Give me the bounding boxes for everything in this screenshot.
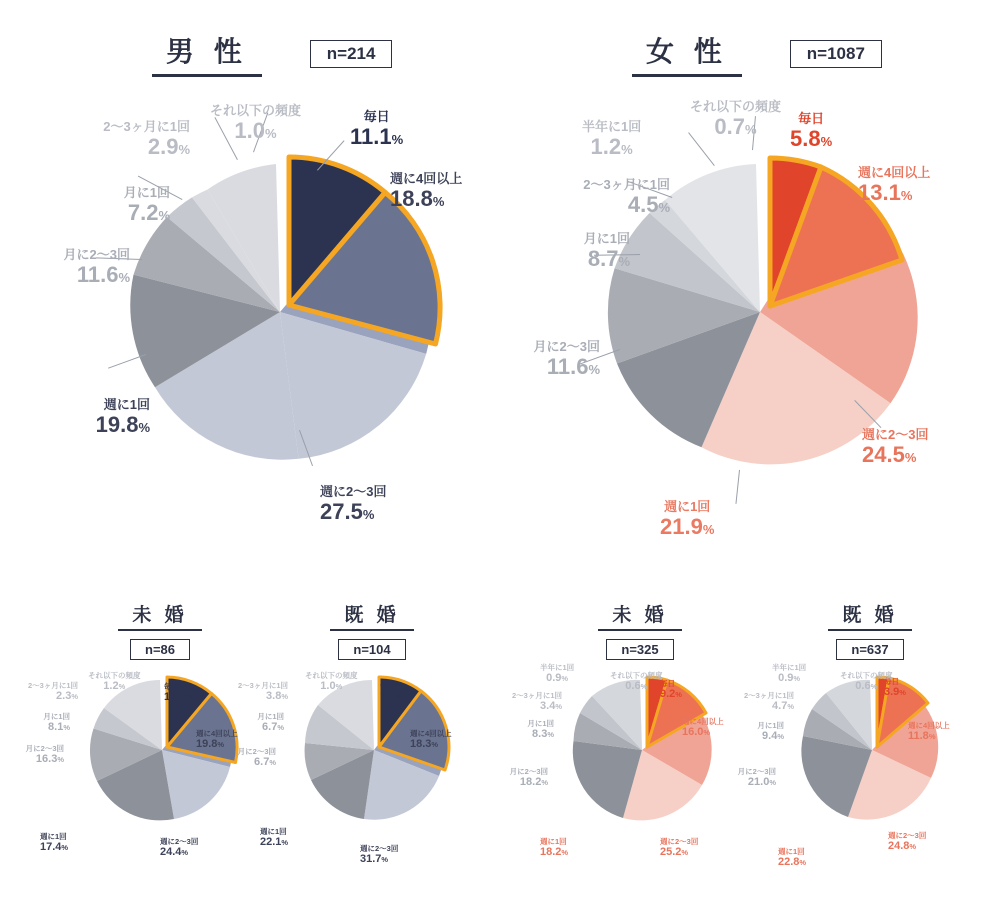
female-title-group — [632, 30, 882, 77]
label-value: 18.8% — [390, 185, 445, 211]
label-category: 毎日 — [164, 682, 179, 691]
fm-label-week4plus — [908, 722, 950, 742]
label-category: 週に2〜3回 — [160, 837, 199, 846]
label-value: 0.6% — [855, 680, 878, 693]
female-sample-size: n=1087 — [790, 40, 882, 68]
label-category: 週に4回以上 — [196, 729, 238, 738]
label-category: 週に4回以上 — [682, 717, 724, 726]
ms-label-less-often — [88, 672, 141, 692]
fm-label-month1 — [722, 722, 784, 742]
ms-label-month2-3 — [2, 745, 64, 765]
label-value: 0.7% — [714, 113, 757, 139]
label-value: 11.6% — [76, 261, 130, 287]
label-value: 27.5% — [320, 498, 375, 524]
fs-label-month1 — [492, 720, 554, 740]
label-category: それ以下の頻度 — [690, 99, 782, 114]
label-category: 週に2〜3回 — [888, 831, 927, 840]
female-label-month1 — [500, 232, 630, 271]
label-value: 22.8% — [778, 856, 807, 869]
label-value: 13.1% — [858, 179, 913, 205]
label-category: 月に1回 — [757, 721, 784, 730]
fs-label-less-often — [610, 672, 663, 692]
label-value: 1.0% — [320, 680, 343, 693]
female-label-week1 — [660, 500, 714, 539]
male-married-title-group — [292, 600, 452, 660]
label-value: 7.2% — [127, 199, 170, 225]
male-label-month1 — [50, 186, 170, 225]
male-married-sample-size: n=104 — [338, 639, 405, 660]
ms-label-daily — [164, 683, 192, 703]
label-value: 3.8% — [266, 690, 288, 703]
label-category: 半年に1回 — [772, 663, 807, 672]
fm-label-less-often — [840, 672, 893, 692]
label-value: 8.3% — [532, 728, 554, 741]
ms-label-2-3months — [4, 682, 78, 702]
fs-label-week2-3 — [660, 838, 698, 858]
male-label-week2-3 — [320, 485, 386, 524]
male-label-week4plus — [390, 172, 462, 211]
male-single-title-group — [80, 600, 240, 660]
label-value: 1.2% — [590, 133, 633, 159]
fm-label-half-year — [772, 664, 806, 684]
fm-label-2-3months — [716, 692, 794, 712]
label-category: それ以下の頻度 — [840, 671, 893, 680]
label-value: 0.9% — [778, 672, 801, 685]
male-married-title: 既 婚 — [330, 600, 413, 631]
label-category: 週に2〜3回 — [862, 427, 929, 442]
label-category: 月に1回 — [527, 719, 554, 728]
label-category: 週に4回以上 — [410, 729, 452, 738]
female-title: 女 性 — [632, 30, 742, 77]
label-category: 週に2〜3回 — [320, 484, 387, 499]
ms-label-week2-3 — [160, 838, 198, 858]
label-value: 4.5% — [627, 191, 670, 217]
mm-label-less-often — [305, 672, 358, 692]
male-label-daily — [350, 110, 403, 149]
label-value: 2.3% — [56, 690, 78, 703]
label-value: 22.1% — [260, 836, 289, 849]
label-value: 17.4% — [40, 841, 69, 854]
label-value: 19.8% — [95, 411, 150, 437]
label-category: 週に1回 — [40, 832, 67, 841]
label-category: 2〜3ヶ月に1回 — [103, 119, 190, 134]
fs-label-2-3months — [484, 692, 562, 712]
mm-label-week1 — [260, 828, 288, 848]
label-value: 24.4% — [160, 846, 189, 859]
male-single-title: 未 婚 — [118, 600, 201, 631]
label-category: 毎日 — [660, 679, 675, 688]
fm-label-week2-3 — [888, 832, 926, 852]
label-category: 週に1回 — [260, 827, 287, 836]
label-value: 24.8% — [888, 840, 917, 853]
ms-label-week1 — [40, 833, 68, 853]
female-label-half-year — [582, 120, 641, 159]
mm-label-2-3months — [214, 682, 288, 702]
label-value: 9.4% — [762, 730, 784, 743]
label-value: 11.8% — [908, 730, 936, 743]
male-label-less-often — [210, 104, 301, 143]
male-title: 男 性 — [152, 30, 262, 77]
label-value: 6.7% — [254, 756, 276, 769]
label-value: 8.7% — [587, 245, 630, 271]
label-category: 2〜3ヶ月に1回 — [237, 681, 288, 690]
label-category: 月に2〜3回 — [737, 767, 776, 776]
label-category: 月に2〜3回 — [63, 247, 130, 262]
female-married-sample-size: n=637 — [836, 639, 903, 660]
label-value: 21.0% — [747, 776, 776, 789]
label-value: 31.7% — [360, 853, 389, 866]
label-value: 18.3% — [410, 738, 439, 751]
fs-label-month2-3 — [486, 768, 548, 788]
label-value: 18.2% — [519, 776, 548, 789]
female-label-week2-3 — [862, 428, 928, 467]
female-label-2-3months — [530, 178, 670, 217]
label-value: 6.7% — [262, 721, 284, 734]
label-value: 16.3% — [35, 753, 64, 766]
label-category: 週に4回以上 — [390, 171, 463, 186]
male-label-month2-3 — [10, 248, 130, 287]
female-single-title: 未 婚 — [598, 600, 681, 631]
label-category: 月に1回 — [123, 185, 170, 200]
mm-label-month2-3 — [214, 748, 276, 768]
male-label-2-3months — [60, 120, 190, 159]
label-value: 0.9% — [546, 672, 569, 685]
label-category: 月に2〜3回 — [533, 339, 600, 354]
label-category: 週に2〜3回 — [360, 844, 399, 853]
label-value: 8.1% — [48, 721, 70, 734]
female-married-title: 既 婚 — [828, 600, 911, 631]
mm-label-month1 — [222, 713, 284, 733]
label-category: 月に2〜3回 — [25, 744, 64, 753]
label-category: 週に2〜3回 — [660, 837, 699, 846]
female-single-sample-size: n=325 — [606, 639, 673, 660]
label-category: それ以下の頻度 — [610, 671, 663, 680]
label-value: 16.0% — [682, 726, 711, 739]
label-value: 9.2% — [660, 688, 682, 701]
female-married-title-group — [790, 600, 950, 660]
label-value: 18.2% — [540, 846, 569, 859]
male-label-week1 — [40, 398, 150, 437]
ms-label-month1 — [8, 713, 70, 733]
label-category: 月に1回 — [43, 712, 70, 721]
label-category: 2〜3ヶ月に1回 — [583, 177, 670, 192]
label-value: 0.6% — [625, 680, 648, 693]
label-category: 2〜3ヶ月に1回 — [27, 681, 78, 690]
label-category: 週に4回以上 — [908, 721, 950, 730]
fs-label-week4plus — [682, 718, 724, 738]
label-category: 毎日 — [798, 111, 825, 126]
label-category: それ以下の頻度 — [305, 671, 358, 680]
label-category: 週に1回 — [778, 847, 805, 856]
label-value: 11.1% — [350, 123, 404, 149]
female-label-week4plus — [858, 166, 930, 205]
label-category: 毎日 — [363, 109, 390, 124]
label-category: 月に1回 — [257, 712, 284, 721]
mm-label-daily — [380, 682, 402, 702]
label-category: それ以下の頻度 — [210, 103, 302, 118]
label-value: 19.8% — [196, 738, 225, 751]
label-value: 4.7% — [772, 700, 794, 713]
male-sample-size: n=214 — [310, 40, 393, 68]
mm-label-week4plus — [410, 730, 452, 750]
label-value: 3.9% — [884, 686, 906, 699]
fs-label-week1 — [540, 838, 568, 858]
label-category: 半年に1回 — [540, 663, 575, 672]
label-value: 1.0% — [234, 117, 277, 143]
label-value: 1.2% — [103, 680, 126, 693]
label-category: 毎日 — [380, 681, 395, 690]
label-value: 2.9% — [147, 133, 190, 159]
label-category: 半年に1回 — [582, 119, 642, 134]
male-title-group — [152, 30, 392, 77]
fs-label-daily — [660, 680, 682, 700]
female-label-less-often — [690, 100, 781, 139]
fm-label-month2-3 — [714, 768, 776, 788]
label-value: 10.5% — [164, 691, 193, 704]
female-label-month2-3 — [470, 340, 600, 379]
female-single-title-group — [560, 600, 720, 660]
label-value: 21.9% — [660, 513, 715, 539]
label-category: 週に1回 — [540, 837, 567, 846]
label-value: 9.6% — [380, 690, 402, 703]
female-label-daily — [790, 112, 832, 151]
label-value: 25.2% — [660, 846, 689, 859]
label-category: 月に1回 — [583, 231, 630, 246]
label-category: 週に4回以上 — [858, 165, 931, 180]
fs-label-half-year — [540, 664, 574, 684]
label-category: 2〜3ヶ月に1回 — [511, 691, 562, 700]
label-category: 週に1回 — [664, 499, 711, 514]
label-category: 毎日 — [884, 677, 899, 686]
label-value: 3.4% — [540, 700, 562, 713]
male-single-sample-size: n=86 — [130, 639, 190, 660]
mm-label-week2-3 — [360, 845, 398, 865]
label-category: 週に1回 — [103, 397, 150, 412]
label-category: それ以下の頻度 — [88, 671, 141, 680]
label-category: 月に2〜3回 — [509, 767, 548, 776]
fm-label-week1 — [778, 848, 806, 868]
label-category: 2〜3ヶ月に1回 — [743, 691, 794, 700]
label-value: 5.8% — [790, 125, 833, 151]
label-value: 24.5% — [862, 441, 917, 467]
label-category: 月に2〜3回 — [237, 747, 276, 756]
label-value: 11.6% — [546, 353, 600, 379]
